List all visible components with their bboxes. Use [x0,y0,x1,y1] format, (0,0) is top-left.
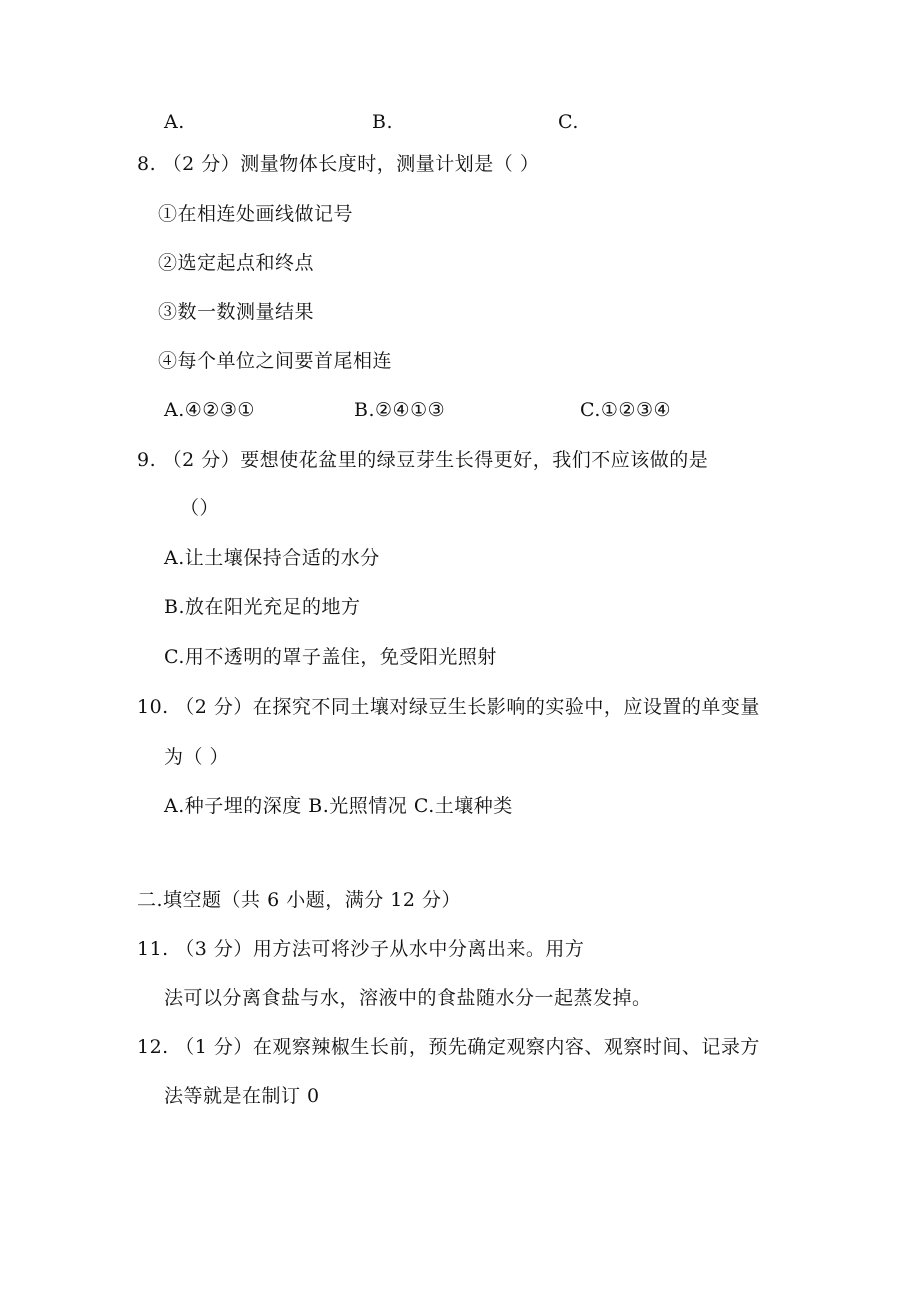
q8-step-1: ①在相连处画线做记号 [158,203,354,225]
q8-stem: 8. （2 分）测量物体长度时，测量计划是（ ） [137,153,540,175]
q10-stem-cont: 为（ ） [164,746,230,768]
q9-stem: 9. （2 分）要想使花盆里的绿豆芽生长得更好，我们不应该做的是 [137,449,709,471]
q10-options: A.种子埋的深度 B.光照情况 C.土壤种类 [164,795,513,817]
q8-step-2: ②选定起点和终点 [158,252,315,274]
q11-stem-cont: 法可以分离食盐与水，溶液中的食盐随水分一起蒸发掉。 [164,987,652,1009]
q8-option-c: C.①②③④ [580,399,672,421]
q8-step-4: ④每个单位之间要首尾相连 [158,350,393,372]
q8-step-3: ③数一数测量结果 [158,301,315,323]
q10-stem: 10. （2 分）在探究不同土壤对绿豆生长影响的实验中，应设置的单变量 [137,696,760,718]
q9-option-c: C.用不透明的罩子盖住，免受阳光照射 [164,646,497,668]
q8-option-b: B.②④①③ [354,399,446,421]
q9-option-a: A.让土壤保持合适的水分 [164,547,380,569]
q9-stem-cont: （） [180,497,220,519]
q8-option-a: A.④②③① [164,399,255,421]
q9-option-b: B.放在阳光充足的地方 [164,596,361,618]
section-heading: 二.填空题（共 6 小题，满分 12 分） [137,889,461,911]
q11-stem: 11. （3 分）用方法可将沙子从水中分离出来。用方 [137,938,585,960]
q12-stem-cont: 法等就是在制订 0 [164,1085,320,1107]
q12-stem: 12. （1 分）在观察辣椒生长前，预先确定观察内容、观察时间、记录方 [137,1036,760,1058]
q7-option-b: B. [372,111,394,133]
q7-option-c: C. [558,111,579,133]
q7-option-a: A. [164,111,185,133]
